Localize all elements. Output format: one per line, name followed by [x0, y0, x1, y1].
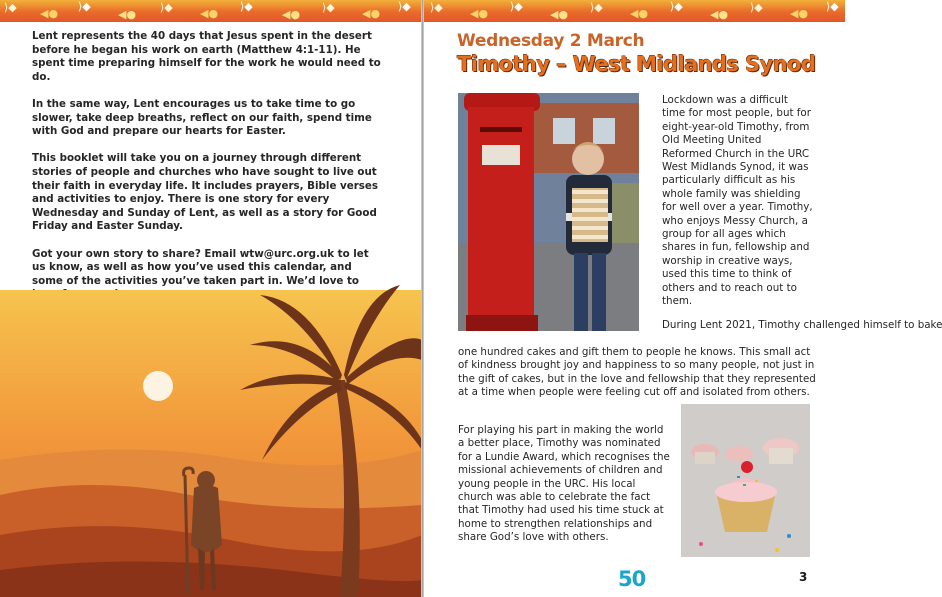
right-page	[424, 0, 942, 597]
fish-icon: ⟩◆	[398, 0, 411, 13]
intro-paragraph: Got your own story to share? Email wtw@urc.org.uk to let us know, as well as how you’ve used this calendar, and some of the activities you’ve taken part in. We’d love to	[32, 247, 369, 287]
anniversary-logo: 50	[618, 567, 646, 591]
story-paragraph-2: one hundred cakes and gift them to people he knows. This small act of kindness brought joy and happiness to so many people, not just in the gift of cakes, but in the love and fellowship that they represented at a time when people were feeling cut off and isolated from others.	[458, 346, 816, 399]
fish-icon: ◀●	[550, 8, 569, 21]
desert-sunset-illustration	[0, 290, 422, 597]
intro-paragraph: In the same way, Lent encourages us to take time to go slower, take deep breaths, reflect on our faith, spend time with God and prepare our hearts for Easter.	[32, 97, 372, 138]
post-box-icon	[464, 93, 540, 331]
fish-pattern-banner	[424, 0, 845, 22]
fish-icon: ◀●	[470, 7, 489, 20]
story-paragraph-1: Lockdown was a difficult time for most people, but for eight-year-old Timothy, from Old Meeting United Reformed Church in the URC West Midlands Synod, it was particularly difficult as his whole family was shielding for well over a year. Timothy, who enjoys Messy Church, a group for all ages which shares in fun, fellowship and worship in creative ways, used this time to think of others and to reach out to them.	[662, 94, 813, 308]
fish-icon: ⟩◆	[322, 1, 335, 14]
fish-icon: ⟩◆	[670, 0, 683, 13]
page-number: 3	[799, 570, 808, 584]
fish-pattern-banner	[0, 0, 422, 22]
fish-icon: ⟩◆	[4, 1, 17, 14]
fish-icon: ◀●	[630, 7, 649, 20]
fish-icon: ⟩◆	[160, 1, 173, 14]
fish-icon: ⟩◆	[430, 1, 443, 14]
story-date: Wednesday 2 March	[457, 31, 645, 51]
cupcake-photo	[681, 404, 810, 557]
fish-icon: ⟩◆	[826, 0, 839, 13]
story-paragraph-2-start: During Lent 2021, Timothy challenged himself to bake	[662, 319, 942, 331]
fish-icon: ◀●	[790, 7, 809, 20]
fish-icon: ◀●	[362, 7, 381, 20]
intro-paragraph: This booklet will take you on a journey through different stories of people and churches who have sought to live out their faith in everyday life. It includes prayers, Bible verses and activities to enjoy. There is one story for every Wednesday and Sunday of Lent, as well as a story for Good Friday and Easter Sunday.	[32, 152, 379, 233]
fish-icon: ⟩◆	[590, 1, 603, 14]
fish-icon: ◀●	[200, 7, 219, 20]
fish-icon: ◀●	[710, 8, 729, 21]
fish-icon: ⟩◆	[78, 0, 91, 13]
sun-icon	[143, 371, 173, 401]
left-page	[0, 0, 422, 597]
fish-icon: ⟩◆	[240, 0, 253, 13]
fish-icon: ⟩◆	[750, 1, 763, 14]
fish-icon: ⟩◆	[510, 0, 523, 13]
intro-paragraph: Lent represents the 40 days that Jesus spent in the desert before he began his work on earth (Matthew 4:1-11). He spent time preparing himself for the work he would need to do.	[32, 30, 381, 83]
fish-icon: ◀●	[282, 8, 301, 21]
timothy-photo	[458, 93, 639, 331]
fish-icon: ◀●	[118, 8, 137, 21]
story-title: Timothy – West Midlands Synod	[457, 52, 816, 76]
story-paragraph-3: For playing his part in making the world a better place, Timothy was nominated for a Lundie Award, which recognises the missional achievements of children and young people in the URC. His local church was able to celebrate the fact that Timothy had used his time stuck at home to strengthen relationships and share God’s love with others.	[458, 424, 670, 544]
intro-text	[32, 30, 382, 315]
fish-icon: ◀●	[40, 7, 59, 20]
